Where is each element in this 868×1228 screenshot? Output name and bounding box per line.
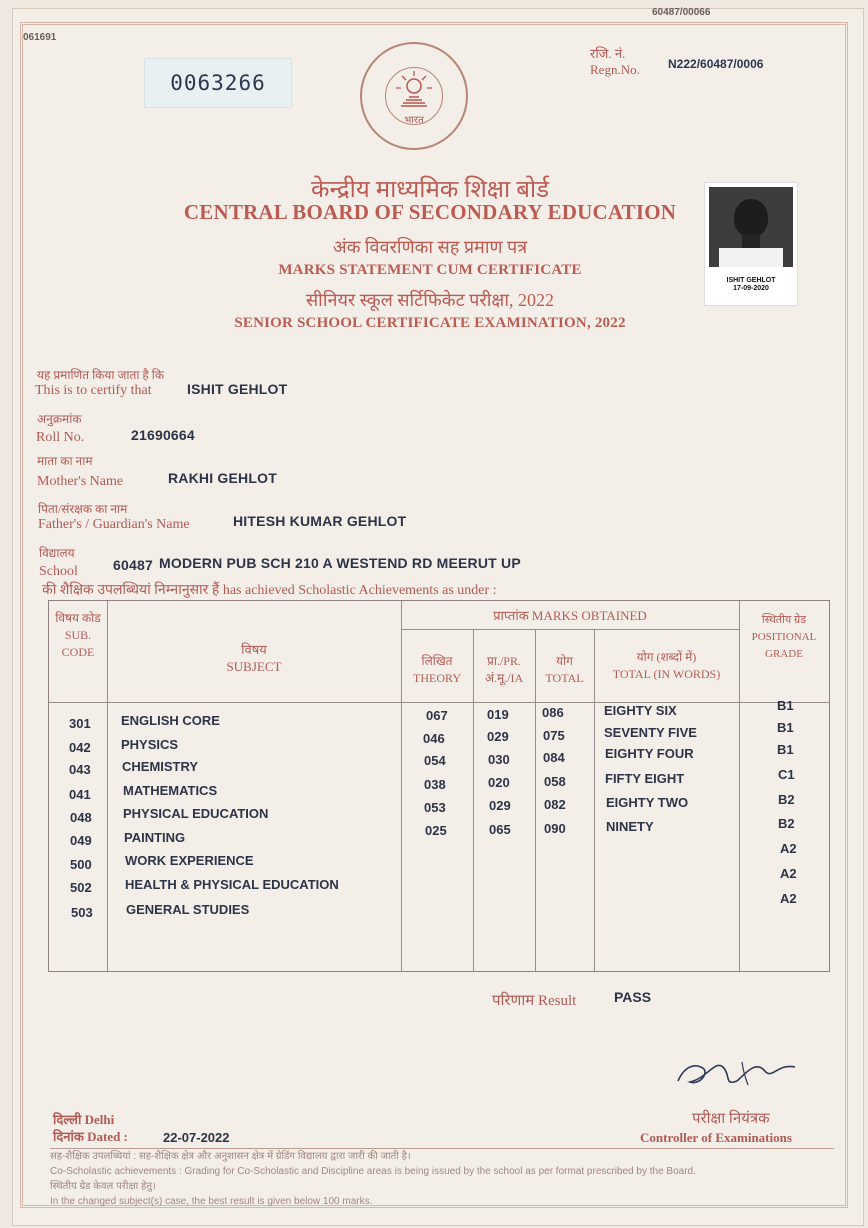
board-title-english: CENTRAL BOARD OF SECONDARY EDUCATION	[183, 200, 677, 224]
school-code: 60487	[113, 557, 153, 573]
mother-name: RAKHI GEHLOT	[168, 470, 277, 486]
practical-marks: 019	[487, 707, 509, 722]
person-head-icon	[734, 199, 768, 237]
table-header-divider	[49, 702, 829, 703]
registration-hindi-label: रजि. नं.	[590, 46, 626, 61]
sub-code-english-header: SUB. CODE	[61, 628, 95, 659]
total-marks: 086	[542, 705, 564, 720]
theory-english-header: THEORY	[413, 671, 461, 685]
positional-grade: A2	[780, 866, 797, 881]
total-words-english-header: TOTAL (IN WORDS)	[612, 667, 721, 681]
exam-title-english: SENIOR SCHOOL CERTIFICATE EXAMINATION, 2022	[234, 315, 626, 331]
controller-hindi: परीक्षा नियंत्रक	[692, 1111, 770, 1127]
exam-title-hindi: सीनियर स्कूल सर्टिफिकेट परीक्षा, 2022	[306, 290, 554, 310]
subject-name: PHYSICS	[121, 737, 179, 752]
student-name: ISHIT GEHLOT	[187, 381, 288, 397]
total-marks: 084	[543, 750, 565, 765]
grade-header	[739, 612, 829, 663]
mother-hindi-label: माता का नाम	[37, 454, 93, 468]
subject-hindi-header: विषय	[241, 642, 267, 657]
total-marks: 082	[544, 797, 566, 812]
theory-marks: 067	[426, 708, 448, 723]
registration-number: N222/60487/0006	[668, 57, 764, 71]
school-english-label: School	[39, 564, 78, 579]
total-header	[535, 653, 594, 687]
father-hindi-label: पिता/संरक्षक का नाम	[38, 502, 128, 516]
subject-name: MATHEMATICS	[123, 783, 218, 798]
result-value: PASS	[614, 989, 652, 1005]
footer-note-1: सह-शैक्षिक उपलब्धियां : सह-शैक्षिक क्षेत्र और अनुशासन क्षेत्र में ग्रेडिंग विद्यालय द्वारा जारी की जाती है।	[50, 1151, 411, 1162]
practical-marks: 030	[488, 752, 510, 767]
subject-name: WORK EXPERIENCE	[125, 853, 254, 868]
certify-hindi-label: यह प्रमाणित किया जाता है कि	[37, 368, 165, 382]
top-right-reference: 60487/00066	[652, 7, 711, 18]
footer-note-3: स्थितीय ग्रेड केवल परीक्षा हेतु।	[50, 1181, 156, 1192]
subject-english-header: SUBJECT	[226, 659, 282, 674]
total-marks-words: FIFTY EIGHT	[605, 771, 685, 786]
subject-name: HEALTH & PHYSICAL EDUCATION	[125, 877, 339, 892]
marks-header-divider	[401, 629, 739, 630]
total-marks-words: EIGHTY TWO	[606, 795, 689, 810]
theory-header	[401, 653, 473, 687]
total-words-hindi-header: योग (शब्दों में)	[636, 650, 697, 664]
positional-grade: B2	[778, 792, 795, 807]
subject-code: 043	[69, 762, 91, 777]
photo-image	[709, 187, 793, 267]
positional-grade: B2	[778, 816, 795, 831]
board-title-hindi: केन्द्रीय माध्यमिक शिक्षा बोर्ड	[311, 177, 549, 203]
practical-english-header: अं.मू./IA	[484, 671, 524, 685]
roll-english-label: Roll No.	[36, 430, 85, 445]
footer-notes	[50, 1148, 834, 1209]
total-marks: 090	[544, 821, 566, 836]
subject-name: GENERAL STUDIES	[126, 902, 250, 917]
person-shirt-icon	[719, 248, 783, 267]
theory-marks: 046	[423, 731, 445, 746]
positional-grade: B1	[777, 742, 794, 757]
school-name: MODERN PUB SCH 210 A WESTEND RD MEERUT UP	[159, 555, 521, 571]
statement-title-hindi: अंक विवरणिका सह प्रमाण पत्र	[332, 237, 528, 257]
practical-hindi-header: प्रा./PR.	[487, 654, 521, 668]
registration-english-label: Regn.No.	[590, 62, 640, 77]
sub-code-header	[49, 610, 107, 661]
subject-code: 502	[70, 880, 92, 895]
practical-marks: 065	[489, 822, 511, 837]
subject-code: 048	[70, 810, 92, 825]
registration-label	[590, 46, 640, 78]
place-date-labels	[53, 1111, 128, 1145]
achievement-line: की शैक्षिक उपलब्धियां निम्नानुसार हैं has achieved Scholastic Achievements as under :	[42, 583, 497, 598]
subject-code: 503	[71, 905, 93, 920]
total-hindi-header: योग	[556, 654, 573, 668]
subject-code: 301	[69, 716, 91, 731]
top-left-reference: 061691	[23, 32, 57, 43]
grade-english-header: POSITIONAL GRADE	[751, 631, 817, 660]
theory-marks: 054	[424, 753, 446, 768]
subject-code: 500	[70, 857, 92, 872]
total-marks: 075	[543, 728, 565, 743]
seal-text: भारत	[404, 115, 424, 126]
student-photo	[704, 182, 798, 306]
positional-grade: B1	[777, 720, 794, 735]
result-label: परिणाम Result	[492, 993, 577, 1009]
total-english-header: TOTAL	[545, 671, 584, 685]
subject-code: 042	[69, 740, 91, 755]
subject-name: CHEMISTRY	[122, 759, 199, 774]
signature-icon	[676, 1052, 798, 1094]
total-marks-words: EIGHTY FOUR	[605, 746, 694, 761]
school-hindi-label: विद्यालय	[39, 546, 75, 560]
practical-marks: 029	[489, 798, 511, 813]
mother-english-label: Mother's Name	[37, 474, 124, 489]
footer-note-2: Co-Scholastic achievements : Grading for Co-Scholastic and Discipline areas is being issued by the school as per format prescribed by the Board.	[50, 1166, 696, 1177]
statement-title-english: MARKS STATEMENT CUM CERTIFICATE	[278, 262, 582, 278]
practical-marks: 020	[488, 775, 510, 790]
sub-code-hindi-header: विषय कोड	[55, 611, 101, 625]
total-marks-words: SEVENTY FIVE	[604, 725, 697, 740]
photo-caption	[705, 277, 797, 293]
footer-note-4: In the changed subject(s) case, the best result is given below 100 marks.	[50, 1196, 373, 1207]
place-label: दिल्ली Delhi	[53, 1112, 115, 1127]
father-name: HITESH KUMAR GEHLOT	[233, 513, 407, 529]
photo-caption-date: 17-09-2020	[733, 285, 769, 292]
certificate-number: 0063266	[144, 58, 292, 108]
issue-date: 22-07-2022	[163, 1130, 230, 1145]
total-marks-words: EIGHTY SIX	[604, 703, 677, 718]
controller-signature	[676, 1052, 798, 1094]
board-seal	[360, 42, 468, 150]
positional-grade: A2	[780, 841, 797, 856]
certify-english-label: This is to certify that	[35, 383, 152, 398]
subject-name: ENGLISH CORE	[121, 713, 220, 728]
subject-code: 049	[70, 833, 92, 848]
practical-header	[473, 653, 535, 687]
total-marks-words: NINETY	[606, 819, 654, 834]
roll-hindi-label: अनुक्रमांक	[37, 412, 82, 426]
dated-label: दिनांक Dated :	[53, 1129, 128, 1144]
total-marks: 058	[544, 774, 566, 789]
theory-hindi-header: लिखित	[421, 654, 453, 668]
positional-grade: A2	[780, 891, 797, 906]
theory-marks: 038	[424, 777, 446, 792]
roll-number: 21690664	[131, 427, 195, 443]
positional-grade: B1	[777, 698, 794, 713]
marks-table	[48, 600, 830, 972]
total-words-header	[594, 649, 739, 683]
positional-grade: C1	[778, 767, 795, 782]
marks-obtained-header: प्राप्तांक MARKS OBTAINED	[493, 608, 647, 623]
subject-name: PAINTING	[124, 830, 186, 845]
subject-code: 041	[69, 787, 91, 802]
practical-marks: 029	[487, 729, 509, 744]
theory-marks: 025	[425, 823, 447, 838]
subject-header	[107, 641, 401, 675]
subject-name: PHYSICAL EDUCATION	[123, 806, 269, 821]
photo-caption-name: ISHIT GEHLOT	[726, 277, 776, 284]
theory-marks: 053	[424, 800, 446, 815]
grade-hindi-header: स्थितीय ग्रेड	[761, 614, 807, 626]
father-english-label: Father's / Guardian's Name	[38, 517, 190, 532]
controller-english: Controller of Examinations	[640, 1130, 792, 1145]
